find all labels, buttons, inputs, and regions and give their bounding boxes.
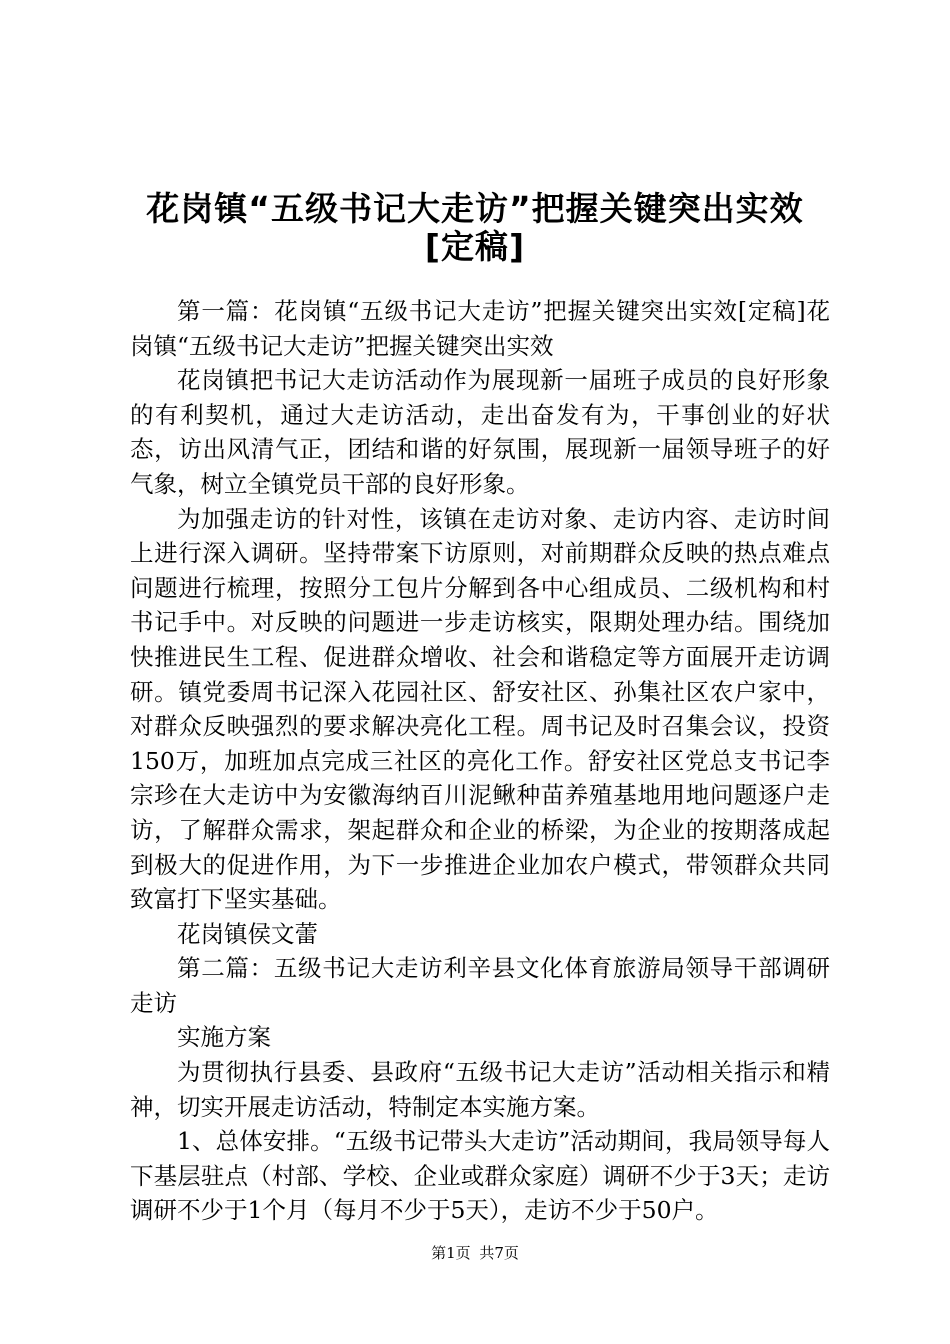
paragraph-1: 第一篇：花岗镇“五级书记大走访”把握关键突出实效[定稿]花岗镇“五级书记大走访”把握关键突出实效 xyxy=(130,297,830,360)
document-title-suffix: [定稿] xyxy=(424,227,526,266)
paragraph-6: 实施方案 xyxy=(177,1023,271,1052)
page-footer xyxy=(0,1243,950,1263)
page-number: 第1页 xyxy=(431,1244,471,1262)
paragraph-5: 第二篇：五级书记大走访利辛县文化体育旅游局领导干部调研走访 xyxy=(130,954,830,1017)
page-total: 共7页 xyxy=(479,1244,519,1262)
paragraph-7: 为贯彻执行县委、县政府“五级书记大走访”活动相关指示和精神，切实开展走访活动，特制定本实施方案。 xyxy=(130,1058,830,1121)
document-title: 花岗镇“五级书记大走访”把握关键突出实效 xyxy=(146,189,804,228)
paragraph-3: 为加强走访的针对性，该镇在走访对象、走访内容、走访时间上进行深入调研。坚持带案下访原则，对前期群众反映的热点难点问题进行梳理，按照分工包片分解到各中心组成员、二级机构和村书记手中。对反映的问题进一步走访核实，限期处理办结。围绕加快推进民生工程、促进群众增收、社会和谐稳定等方面展开走访调研。镇党委周书记深入花园社区、舒安社区、孙集社区农户家中，对群众反映强烈的要求解决亮化工程。周书记及时召集会议，投资150万，加班加点完成三社区的亮化工作。舒安社区党总支书记李宗珍在大走访中为安徽海纳百川泥鳅种苗养殖基地用地问题逐户走访，了解群众需求，架起群众和企业的桥梁，为企业的按期落成起到极大的促进作用，为下一步推进企业加农户模式，带领群众共同致富打下坚实基础。 xyxy=(130,504,830,914)
paragraph-8: 1、总体安排。“五级书记带头大走访”活动期间，我局领导每人下基层驻点（村部、学校、企业或群众家庭）调研不少于3天；走访调研不少于1个月（每月不少于5天），走访不少于50户。 xyxy=(130,1127,830,1225)
paragraph-2: 花岗镇把书记大走访活动作为展现新一届班子成员的良好形象的有利契机，通过大走访活动，走出奋发有为，干事创业的好状态，访出风清气正，团结和谐的好氛围，展现新一届领导班子的好气象，树立全镇党员干部的良好形象。 xyxy=(130,366,830,498)
paragraph-author: 花岗镇侯文蕾 xyxy=(177,919,318,948)
document-body xyxy=(130,294,830,1228)
